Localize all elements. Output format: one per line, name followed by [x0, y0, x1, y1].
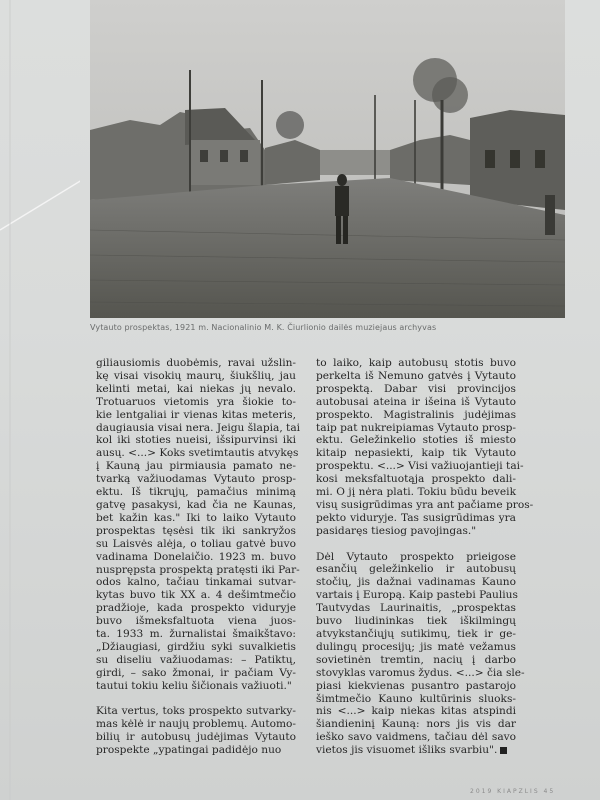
text-line: perkelta iš Nemuno gatvės į Vytauto — [316, 369, 516, 382]
text-line: šimtmečio Kauno kultūrinis sluoks- — [316, 692, 516, 705]
text-line: prospektą. Dabar visi provincijos — [316, 382, 516, 395]
text-line: į Kauną jau pirmiausia pamato ne- — [96, 460, 296, 473]
text-line: prospekte „ypatingai padidėjo nuo — [96, 744, 282, 757]
text-line: Kita vertus, toks prospekto sutvarky- — [96, 705, 296, 718]
text-line: esančių geležinkelio ir autobusų — [316, 563, 516, 576]
text-line: buvo liudininkas tiek iškilmingų — [316, 615, 516, 628]
page-footer: 2019 KIAPZLIS 45 — [470, 788, 556, 795]
text-line: mi. O jį nėra plati. Tokiu būdu beveik — [316, 486, 516, 499]
text-line: odos kalno, tačiau tinkamai sutvar- — [96, 576, 296, 589]
text-line: tautui tokiu keliu šičionais važiuoti." — [96, 679, 292, 692]
text-line: Trotuaruos vietomis yra šiokie to- — [96, 395, 296, 408]
photo-caption: Vytauto prospektas, 1921 m. Nacionalinio M. K. Čiurlionio dailės muziejaus archyvas — [90, 323, 437, 332]
text-line: ektu. Iš tikrųjų, pamačius minimą — [96, 486, 296, 499]
text-line: nis <...> kaip niekas kitas atspindi — [316, 705, 516, 718]
text-line: šiandieninį Kauną: nors jis vis dar — [316, 718, 516, 731]
text-line: visų susigrūdimas yra ant pačiame pros- — [316, 498, 534, 511]
text-line: su Laisvės alėja, o toliau gatvė buvo — [96, 537, 296, 550]
text-line: vartais į Europą. Kaip pastebi Paulius — [316, 589, 518, 602]
text-line: tvarką važiuodamas Vytauto prosp- — [96, 473, 296, 486]
text-line: pekto viduryje. Tas susigrūdimas yra — [316, 511, 516, 524]
text-line: ausų. <...> Koks svetimtautis atvykęs — [96, 447, 299, 460]
text-line: stovyklas varomus žydus. <...> čia sle- — [316, 666, 525, 679]
text-line: ektu. Geležinkelio stoties iš miesto — [316, 434, 516, 447]
text-line: kol iki stoties nueisi, išsipurvinsi iki — [96, 434, 296, 447]
text-line: dulingų procesijų; jis matė vežamus — [316, 640, 516, 653]
text-line: ta. 1933 m. žurnalistai šmaikštavo: — [96, 628, 296, 641]
text-line: buvo išmeksfaltuota viena juos- — [96, 615, 296, 628]
text-line: prospekto. Magistralinis judėjimas — [316, 408, 516, 421]
text-line: vadinama Donelaičio. 1923 m. buvo — [96, 550, 296, 563]
text-line: daugiausia visai nera. Jeigu šlapia, tai — [96, 421, 301, 434]
text-line: Dėl Vytauto prospekto prieigose — [316, 550, 516, 563]
text-line: „Džiaugiasi, girdžiu syki suvalkietis — [96, 640, 296, 653]
text-line: sovietinėn tremtin, nacių į darbo — [316, 653, 516, 666]
text-line: ieško savo vaidmens, tačiau dėl savo — [316, 731, 516, 744]
text-column-left — [96, 357, 301, 770]
text-line: bilių ir autobusų judėjimas Vytauto — [96, 731, 296, 744]
paragraph — [96, 705, 296, 757]
text-line: vietos jis visuomet išliks svarbiu". — [316, 744, 516, 757]
text-line: nusprępsta prospektą pratęsti iki Par- — [96, 563, 300, 576]
text-line: giliausiomis duobėmis, ravai užslin- — [96, 357, 296, 369]
text-line: prospektu. <...> Visi važiuojantieji tai- — [316, 460, 524, 473]
text-line: su diseliu važiuodamas: – Patiktų, — [96, 653, 296, 666]
paragraph — [316, 550, 525, 758]
text-line: taip pat nukreipiamas Vytauto prosp- — [316, 421, 516, 434]
text-line: stočių, jis dažnai vadinamas Kauno — [316, 576, 516, 589]
text-line: girdi, – sako žmonai, ir pačiam Vy- — [96, 666, 296, 679]
text-line: Tautvydas Laurinaitis, „prospektas — [316, 602, 516, 615]
paragraph — [316, 357, 534, 538]
text-line: to laiko, kaip autobusų stotis buvo — [316, 357, 516, 369]
text-line: kosi meksfaltuotąja prospekto dali- — [316, 473, 516, 486]
text-line: piasi kiekvienas pusantro pastarojo — [316, 679, 516, 692]
text-line: prospektas tęsėsi tik iki sankryžos — [96, 524, 296, 537]
end-mark-icon — [500, 747, 507, 754]
text-line: pasidaręs tiesiog pavojingas." — [316, 524, 477, 537]
text-line: kelinti metai, kai niekas jų nevalo. — [96, 382, 296, 395]
text-line: pradžioje, kada prospekto viduryje — [96, 602, 296, 615]
text-line: gatvę pasakysi, kad čia ne Kaunas, — [96, 498, 296, 511]
text-line: mas kėlė ir naujų problemų. Automo- — [96, 718, 296, 731]
text-column-right — [316, 357, 534, 770]
text-line: kie lentgaliai ir vienas kitas meteris, — [96, 408, 296, 421]
page-fold-lines — [0, 0, 80, 800]
text-line: bet kažin kas." Iki to laiko Vytauto — [96, 511, 296, 524]
historical-street-photo — [90, 0, 565, 318]
text-line: autobusai ateina ir išeina iš Vytauto — [316, 395, 516, 408]
text-line: kytas buvo tik XX a. 4 dešimtmečio — [96, 589, 296, 602]
text-line: atvykstančiųjų sutikimų, tiek ir ge- — [316, 628, 516, 641]
paragraph — [96, 357, 301, 693]
text-line: kę visai visokių maurų, šiukšlių, jau — [96, 369, 296, 382]
text-line: kitaip nepasiekti, kaip tik Vytauto — [316, 447, 516, 460]
